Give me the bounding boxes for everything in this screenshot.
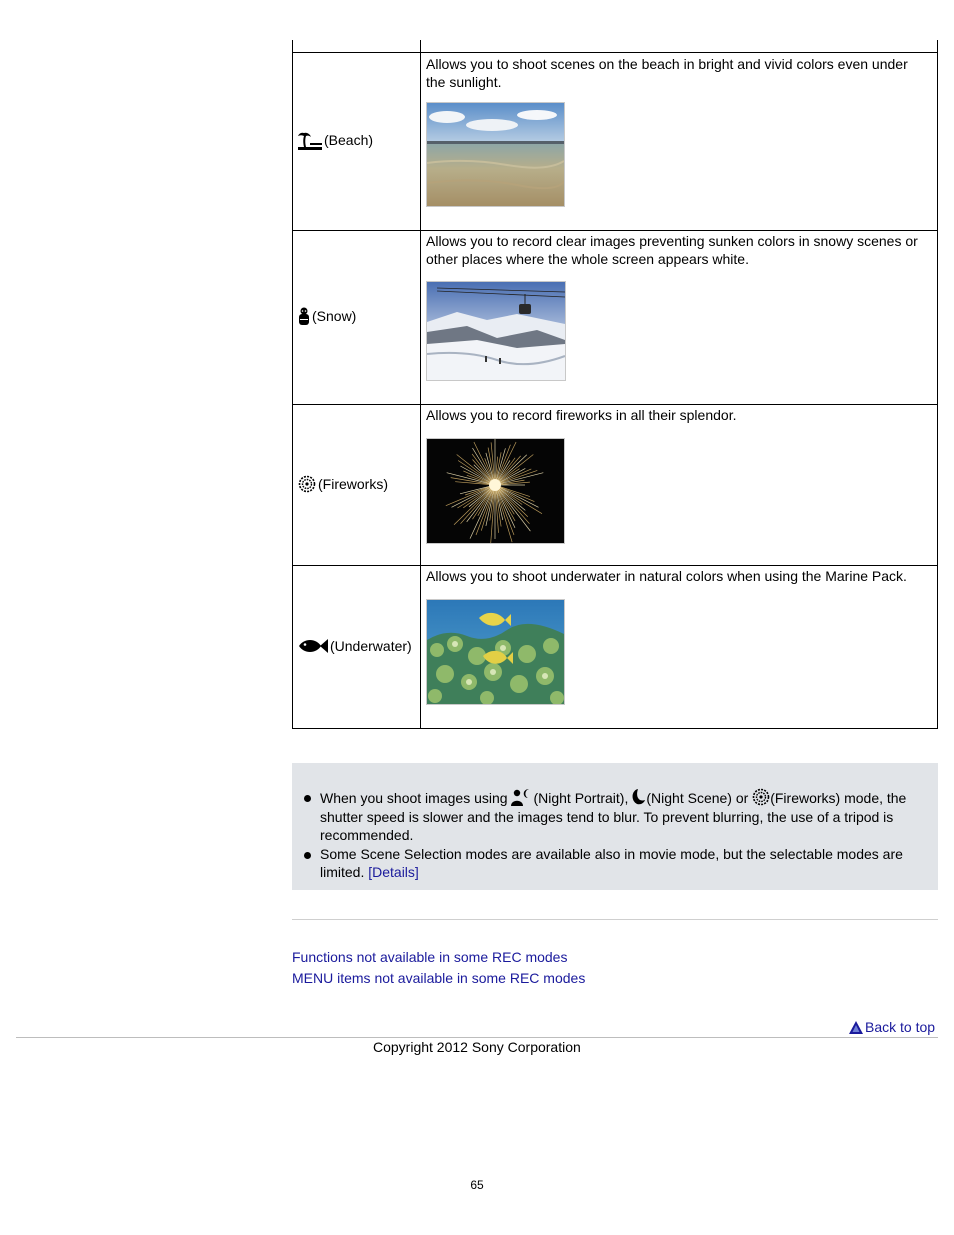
description-cell: [421, 405, 937, 565]
table-row: [292, 566, 938, 729]
mode-description: Allows you to shoot scenes on the beach in bright and vivid colors even under the sunlight.: [426, 56, 908, 90]
mode-name: (Beach): [324, 132, 374, 148]
mode-description: Allows you to shoot underwater in natural colors when using the Marine Pack.: [426, 568, 907, 584]
note-text: When you shoot images using: [320, 790, 512, 806]
back-to-top-link[interactable]: [849, 1019, 935, 1035]
related-link-menu-items[interactable]: MENU items not available in some REC modes: [292, 970, 586, 986]
table-row-stub-divider: [420, 40, 421, 52]
up-triangle-icon: [849, 1021, 863, 1034]
fireworks-photo: [426, 438, 565, 544]
mode-name: (Fireworks): [318, 476, 388, 492]
fireworks-icon: [752, 788, 770, 806]
night-portrait-icon: [511, 788, 533, 806]
mode-description: Allows you to record clear images preventing sunken colors in snowy scenes or other places where the whole screen appears white.: [426, 233, 918, 267]
snow-icon: [298, 307, 310, 325]
underwater-photo: [426, 599, 565, 705]
page-number: 65: [470, 1178, 484, 1192]
note-text: Some Scene Selection modes are available also in movie mode, but the selectable modes are limited.: [320, 845, 903, 880]
copyright: Copyright 2012 Sony Corporation: [373, 1039, 581, 1055]
table-row: [292, 405, 938, 566]
description-cell: [421, 231, 937, 404]
mode-name: (Snow): [312, 308, 357, 324]
description-cell: [421, 52, 937, 230]
note-box: [292, 763, 938, 890]
mode-cell: [293, 52, 421, 230]
beach-photo: [426, 102, 565, 207]
night-scene-icon: [628, 788, 646, 806]
table-row: [292, 52, 938, 231]
mode-cell: [293, 231, 421, 404]
mode-label: [298, 130, 373, 150]
mode-description: Allows you to record fireworks in all their splendor.: [426, 407, 737, 423]
mode-cell: [293, 405, 421, 565]
note-list: [304, 788, 914, 882]
beach-icon: [298, 130, 322, 150]
note-item: [304, 845, 914, 882]
note-item: [304, 788, 914, 845]
note-text: (Night Scene) or: [646, 790, 753, 806]
mode-label: [298, 475, 388, 493]
mode-label: [298, 638, 412, 654]
mode-name: (Underwater): [330, 638, 412, 654]
back-to-top-label: Back to top: [865, 1019, 936, 1035]
mode-cell: [293, 566, 421, 728]
note-text: (Fireworks) mode, the shutter speed is slower and the images tend to blur. To prevent blurring, the use of a tripod is recommended.: [320, 790, 907, 843]
details-link[interactable]: [Details]: [368, 864, 419, 880]
snow-photo: [426, 281, 566, 381]
note-text: (Night Portrait),: [533, 790, 629, 806]
related-link-functions[interactable]: Functions not available in some REC modes: [292, 949, 568, 965]
footer-divider: [16, 1037, 938, 1038]
fireworks-icon: [298, 475, 316, 493]
underwater-icon: [298, 638, 328, 654]
description-cell: [421, 566, 937, 728]
table-row: [292, 231, 938, 405]
section-divider: [292, 919, 938, 920]
mode-label: [298, 307, 356, 325]
